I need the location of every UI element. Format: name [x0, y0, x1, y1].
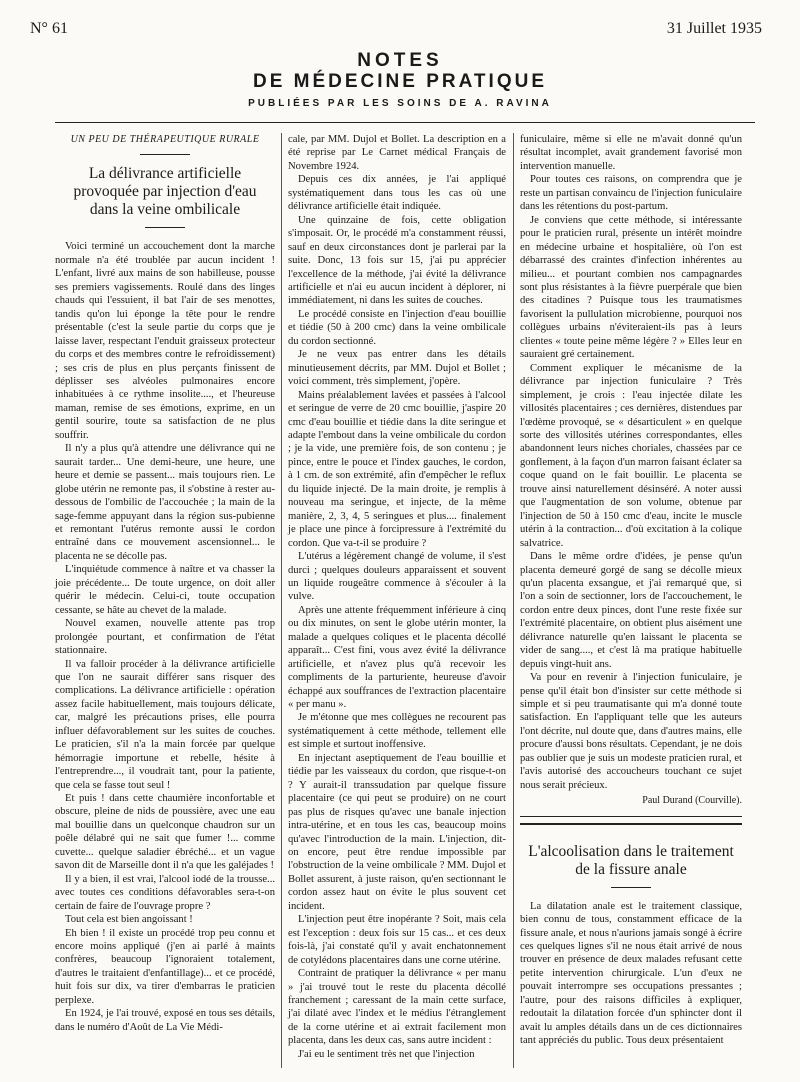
- article1-column3: [520, 133, 742, 1048]
- issue-date: 31 Juillet 1935: [666, 20, 762, 37]
- paragraph: Tout cela est bien angoissant !: [65, 914, 193, 926]
- article1-title: [55, 165, 275, 219]
- column-divider: [281, 133, 282, 1068]
- paragraph: Le procédé consiste en l'injection d'eau bouillie et tiédie (50 à 200 cmc) dans la veine ombilicale du cordon sectionné.: [288, 308, 506, 347]
- paragraph: cale, par MM. Dujol et Bollet. La description en a été reprise par Le Carnet médical Français de Novembre 1924.: [288, 134, 506, 172]
- paragraph: funiculaire, même si elle ne m'avait donné qu'un résultat incomplet, avait grandement favorisé mon intervention manuelle.: [520, 134, 742, 172]
- masthead-title-line1: NOTES: [357, 50, 443, 71]
- paragraph: Pour toutes ces raisons, on comprendra que je reste un partisan convaincu de l'injection funiculaire dans les rétentions du post-partum.: [520, 174, 742, 213]
- paragraph: L'utérus a légèrement changé de volume, il s'est durci ; quelques douleurs apparaissent et souvent un liquide rougeâtre commence à s'écouler à la vulve.: [288, 551, 506, 603]
- article1-kicker: UN PEU DE THÉRAPEUTIQUE RURALE: [70, 134, 260, 145]
- paragraph: Et puis ! dans cette chaumière inconfortable et obscure, pleine de nids de poussière, avec une eau mal bouillie dans un quelconque chaudron sur un poêle délabré qui ne sait que fumer !... comme cuvette... quelque saladier ébréché... et un vague savon dit de Marseille dont il n'a que les galéjades !: [55, 793, 275, 872]
- title-rule: [145, 227, 185, 228]
- paragraph: Je m'étonne que mes collègues ne recourent pas systématiquement à cette méthode, tellement elle est simple et surtout inoffensive.: [288, 712, 506, 751]
- paragraph: Contraint de pratiquer la délivrance « per manu » j'ai trouvé tout le reste du placenta décollé franchement ; caressant de la main cette surface, j'ai dilaté avec l'index et le médius l'étranglement de la corne utérine et ai extrait facilement mon placenta, dans les deux cas, sans autre incident :: [288, 968, 506, 1047]
- paragraph: Nouvel examen, nouvelle attente pas trop prolongée pourtant, et confirmation de l'état stationnaire.: [55, 618, 275, 657]
- paragraph: J'ai eu le sentiment très net que l'injection: [298, 1048, 475, 1060]
- paragraph: Une quinzaine de fois, cette obligation s'imposait. Or, le procédé m'a constamment réussi, sauf en deux circonstances dont je parlerai par la suite. Donc, 13 fois sur 15, j'ai pu apprécier l'excellence de la méthode, j'ai évité la délivrance artificielle et n'ai eu aucun incident à déplorer, ni immédiatement, ni dans les suites de couches.: [288, 214, 506, 307]
- paragraph: Eh bien ! il existe un procédé trop peu connu et encore moins appliqué (j'en ai parlé à maints confrères, beaucoup l'ignoraient totalement, d'autres le traitaient d'enfantillage)... et ce procédé, huit fois sur dix, va tirer d'embarras le praticien perplexe.: [55, 927, 275, 1006]
- paragraph: Va pour en revenir à l'injection funiculaire, je pense qu'il était bon d'insister sur cette méthode si simple et si peu traumatisante qui m'a donné toute satisfaction. En l'appliquant telle que les auteurs l'ont décrite, nul doute que, dans d'autres mains, elle procure d'aussi bons résultats. Cependant, je ne dois pas oublier que je suis un modeste praticien rural, et l'avis autorisé des accoucheurs touchant ce sujet nous serait précieux.: [520, 672, 742, 791]
- title-rule: [611, 887, 651, 888]
- article2-title-line1: L'alcoolisation dans le traitement: [528, 842, 734, 860]
- paragraph: L'injection peut être inopérante ? Soit, mais cela est l'exception : deux fois sur 15 cas... et ces deux fois-là, j'ai constaté qu'il y avait enchatonnement de cotylédons placentaires dans une corne utérine.: [288, 914, 506, 966]
- paragraph: La dilatation anale est le traitement classique, bien connu de tous, constamment efficace de la fissure anale, et nous n'aurions jamais songé à écrire ces quelques lignes s'il ne nous était arrivé de nous trouver en présence de deux malades refusant cette petite intervention chirurgicale. L'un d'eux ne pouvait interrompre ses occupations pressantes ; l'autre, pour des raisons difficiles à expliquer, redoutait la dilatation forcée d'un sphincter dont il avait lu amples détails dans un de ces dictionnaires tant appréciés du public. Tous deux présentaient: [520, 900, 742, 1047]
- article-separator: [520, 816, 742, 817]
- article2-title-line2: de la fissure anale: [575, 860, 687, 878]
- masthead-subtitle: PUBLIÉES PAR LES SOINS DE A. RAVINA: [248, 98, 552, 109]
- article1-title-line2: provoquée par injection d'eau: [73, 183, 257, 201]
- paragraph: En 1924, je l'ai trouvé, exposé en tous ses détails, dans le numéro d'Août de La Vie Médi-: [55, 1008, 275, 1033]
- issue-number: N° 61: [30, 20, 68, 37]
- paragraph: Comment expliquer le mécanisme de la délivrance par injection funiculaire ? Très simplement, je crois : l'eau injectée dilate les villosités placentaires ; ces dernières, distendues par l'œdème provoqué, se « désarticulent » en quelque sorte des villosités utérines correspondantes, elles abandonnent leurs niches choriales, chassées par ce gonflement, à la façon d'un marron faisant éclater sa coque quand on le fait bouillir. Le placenta se trouve ainsi naturellement désinséré. A noter aussi que l'augmentation de son volume, obtenue par l'injection de 50 à 150 cmc d'eau, incite le muscle utérin à la contraction... d'où excitation à la colique salvatrice.: [520, 362, 742, 549]
- author-signature: Paul Durand (Courville).: [642, 795, 742, 807]
- paragraph: Après une attente fréquemment inférieure à cinq ou dix minutes, on sent le globe utérin monter, la malade a quelques coliques et le placenta décollé apparaît... C'est fini, vous avez évité la délivrance artificielle, et n'avez plus qu'à recevoir les compliments de la parturiente, heureuse d'avoir échappé aux souffrances de l'extraction placentaire « per manu ».: [288, 604, 506, 711]
- paragraph: Mains préalablement lavées et passées à l'alcool et seringue de verre de 20 cmc bouillie, j'aspire 20 cmc d'eau bouillie et tiédie dans la dite seringue et adapte l'embout dans la veine ombilicale du cordon ; je la vide, une première fois, de son contenu ; je pince, entre le pouce et l'index gauches, le cordon, à 1 cm. de son extrémité, afin d'empêcher le reflux du liquide injecté. De la main droite, je remplis à nouveau ma seringue, et injecte, de la même manière, 2, 3, 4, 5 seringues et plus.... finalement je place une pince à forcipressure à l'extrémité du cordon. Que va-t-il se produire ?: [288, 389, 506, 549]
- paragraph: L'inquiétude commence à naître et va chasser la joie précédente... De toute urgence, on doit aller quérir le médecin. Celui-ci, toute occupation cessante, se hâte au chevet de la malade.: [55, 564, 275, 616]
- paragraph: Il n'y a plus qu'à attendre une délivrance qui ne saurait tarder... Une demi-heure, une heure, une heure et demie se passent... mais toujours rien. Le globe utérin ne remonte pas, il s'obstine à rester au-dessous de l'ombilic de l'accouchée ; la main de la sage-femme appuyant dans la région sus-pubienne et remontant l'utérus remonte aussi le cordon entraîné dans ce mouvement ascensionnel... le placenta ne se décolle pas.: [55, 443, 275, 562]
- masthead-rule: [55, 122, 755, 123]
- article1-column1: [55, 133, 275, 1034]
- paragraph: Il va falloir procéder à la délivrance artificielle que l'on ne saurait différer sans risquer des complications. La délivrance artificielle : opération assez facile habituellement, mais toujours délicate, car, malgré les précautions prises, elle pourra influer défavorablement sur les suites de couches. Le praticien, s'il n'a la main forcée par quelque hémorragie importune et rebelle, hésite à l'entreprendre..., il voudrait tant, pour la patiente, que cela se fasse tout seul !: [55, 658, 275, 791]
- paragraph: En injectant aseptiquement de l'eau bouillie et tiédie par les vaisseaux du cordon, que risque-t-on ? Y aurait-il transsudation par quelque fissure placentaire (ce qui peut se produire) on ne court pas plus de risques qu'avec une banale injection intra-utérine, et en tous les cas, beaucoup moins qu'avec l'introduction de la main. L'injection, dit-on encore, peut être rendue impossible par l'obstruction de la veine ombilicale ? MM. Dujol et Bollet assurent, à juste raison, qu'en sectionnant le cordon assez haut on évite le plus souvent cet incident.: [288, 752, 506, 912]
- column-divider: [513, 133, 514, 1068]
- article1-title-line1: La délivrance artificielle: [88, 165, 242, 183]
- article1-title-line3: dans la veine ombilicale: [89, 201, 241, 219]
- paragraph: Je conviens que cette méthode, si intéressante pour le praticien rural, présente un intérêt moindre en médecine urbaine et hospitalière, où l'on est débarrassé des craintes d'infection inhérentes au milieu... et pourtant combien nos campagnardes sont plus résistantes à la fièvre puerpérale que bien des citadines ? Puisque tous les traumatismes favorisent la pullulation microbienne, pourquoi nos collègues urbains n'éviteraient-ils pas à leurs clientes « toute peine même légère ? » Elles leur en sauraient gré certainement.: [520, 214, 742, 361]
- paragraph: Il y a bien, il est vrai, l'alcool iodé de la trousse... avec toutes ces conditions défavorables sera-t-on certain de faire de l'ouvrage propre ?: [55, 873, 275, 912]
- paragraph: Voici terminé un accouchement dont la marche normale n'a été troublée par aucun incident ! L'enfant, livré aux mains de son habilleuse, pousse ses premiers vagissements. Roulé dans des linges chauds qui l'essuient, il bat l'air de ses menottes, tandis qu'on lui éponge la tête pour le rendre présentable (c'est la seule partie du corps que je laisse laver, respectant l'enduit graisseux protecteur du corps et des membres contre le refroidissement) ; ses cris de plus en plus perçants finissent de déplisser ses alvéoles pulmonaires encore inhabituées à ce rythme insolite...., et l'heureuse maman, remise de ses émotions, exprime, en un gentil sourire, toute sa satisfaction de ne plus souffrir.: [55, 241, 275, 441]
- masthead-title-line2: DE MÉDECINE PRATIQUE: [252, 71, 547, 92]
- paragraph: Depuis ces dix années, je l'ai appliqué systématiquement dans tous les cas où une délivrance artificielle était indiquée.: [288, 174, 506, 213]
- paragraph: Je ne veux pas entrer dans les détails minutieusement décrits, par MM. Dujol et Bollet ; voici comment, très simplement, j'opère.: [288, 349, 506, 388]
- article1-column2: [288, 133, 506, 1061]
- paragraph: Dans le même ordre d'idées, je pense qu'un placenta demeuré gorgé de sang se décolle mieux qu'un placenta exsangue, et j'ai remarqué que, si l'on a soin de sectionner, lors de l'accouchement, le cordon entre deux pinces, dont l'une reste fixée sur l'extrémité placentaire, on obtient plus aisément une délivrance naturelle qu'en laissant le placenta se vider de sang...., et c'est là ma pratique habituelle depuis vingt-huit ans.: [520, 551, 742, 670]
- article-separator-thick: [520, 823, 742, 825]
- kicker-rule: [140, 154, 190, 155]
- article2-title: [520, 843, 742, 879]
